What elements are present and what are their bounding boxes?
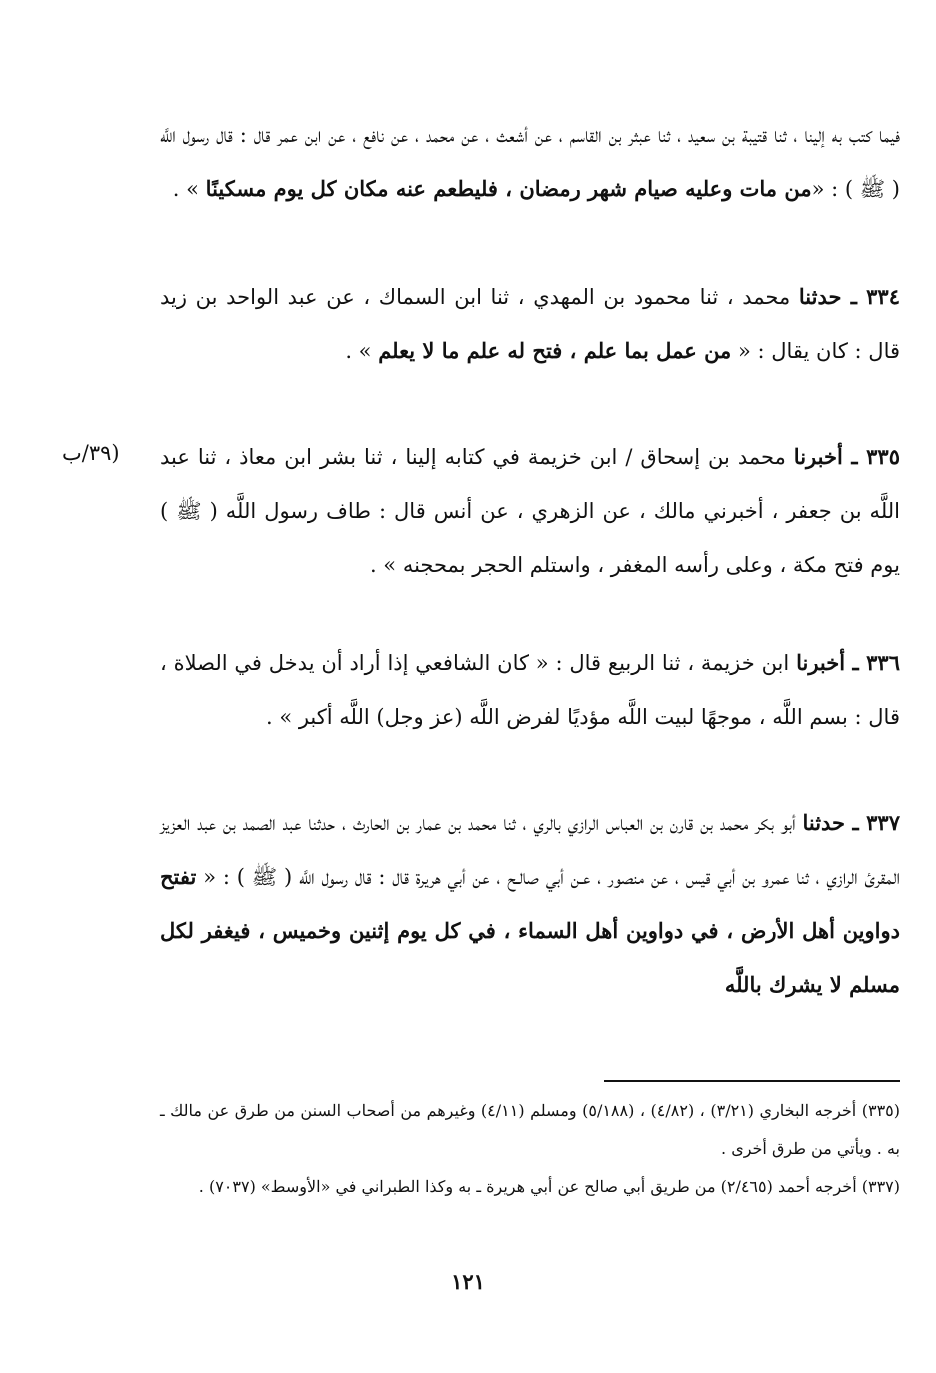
- main-text: [160, 270, 900, 378]
- paragraph-336: [160, 636, 900, 744]
- footnotes: [160, 1092, 900, 1206]
- paragraph-335: [160, 430, 900, 592]
- hadith-text: تفتح دواوين أهل الأرض ، في دواوين أهل السماء ، في كل يوم إثنين وخميس ، فيغفر لكل مسلم لا يشرك باللَّه: [160, 864, 900, 997]
- paragraph-text: محمد ، ثنا محمود بن المهدي ، ثنا ابن السماك ، عن عبد الواحد بن زيد قال : كان يقال : «: [160, 285, 900, 363]
- hadith-number: ٣٣٦: [866, 650, 900, 675]
- paragraph-text: أبو بكر محمد بن قارن بن العباس الرازي بالري ، ثنا محمد بن عمار بن الحارث ، حدثنا عبد الصمد بن عبد العزيز المقرئ الرازي ، ثنا عمرو بن أبي قيس ، عن منصور ، عـن أبي صالـح ، عن أبي هريرة قال : قال رسول اللَّه ( ﷺ ) : «: [160, 811, 900, 889]
- paragraph-337: [160, 796, 900, 1012]
- quote-text: من عمل بما علم ، فتح له علم ما لا يعلم: [378, 338, 732, 363]
- paragraph-334: [160, 270, 900, 378]
- footnote-335: (٣٣٥) أخرجه البخاري (٣/٢١) ، (٤/٨٢) ، (٥/١٨٨) ومسلم (٤/١١) وغيرهم من أصحاب السنن من طرق عن مالك ـ به . ويأتي من طرق أخرى .: [160, 1101, 901, 1158]
- paragraph-continuation: [160, 108, 900, 216]
- manuscript-folio-note: (٣٩/ب: [62, 441, 120, 465]
- paragraph-text: ابن خزيمة ، ثنا الربيع قال : « كان الشافعي إذا أراد أن يدخل في الصلاة ، قال : بسم اللَّه ، موجهًا لبيت اللَّه مؤديًا لفرض اللَّه (عز وجل) اللَّه أكبر » .: [160, 651, 900, 729]
- hadith-number: ٣٣٥: [866, 444, 900, 469]
- paragraph-text: فيما كتب به إلينا ، ثنا قتيبة بن سعيد ، ثنا عبثر بن القاسم ، عن أشعث ، عن محمد ، عن نافع ، عن ابن عمر قال : قال رسول اللَّه ( ﷺ ) : «: [160, 123, 900, 201]
- main-text: [160, 108, 900, 216]
- hadith-text: من مات وعليه صيام شهر رمضان ، فليطعم عنه مكان كل يوم مسكينًا: [205, 176, 812, 201]
- narration-lead: ـ أخبرنا: [793, 444, 867, 469]
- paragraph-tail: » .: [345, 339, 379, 363]
- hadith-number: ٣٣٤: [866, 284, 900, 309]
- main-text: [160, 796, 900, 1012]
- paragraph-text: محمد بن إسحاق / ابن خزيمة في كتابه إلينا ، ثنا بشر ابن معاذ ، ثنا عبد اللَّه بن جعفر ، أخبرني مالك ، عن الزهري ، عن أنس قال : طاف رسول اللَّه ( ﷺ ) يوم فتح مكة ، وعلى رأسه المغفر ، واستلم الحجر بمحجنه » .: [160, 445, 900, 577]
- footnote-337: (٣٣٧) أخرجه أحمد (٢/٤٦٥) من طريق أبي صالح عن أبي هريرة ـ به وكذا الطبراني في «الأوسط» (٧٠٣٧) .: [198, 1177, 900, 1196]
- paragraph-tail: » .: [172, 177, 206, 201]
- footnote-divider: [604, 1080, 900, 1082]
- narration-lead: ـ حدثنا: [802, 810, 867, 835]
- main-text: [160, 636, 900, 744]
- page-number: ١٢١: [451, 1269, 485, 1294]
- hadith-number: ٣٣٧: [866, 810, 900, 835]
- narration-lead: ـ حدثنا: [798, 284, 867, 309]
- main-text: [160, 430, 900, 592]
- narration-lead: ـ أخبرنا: [796, 650, 867, 675]
